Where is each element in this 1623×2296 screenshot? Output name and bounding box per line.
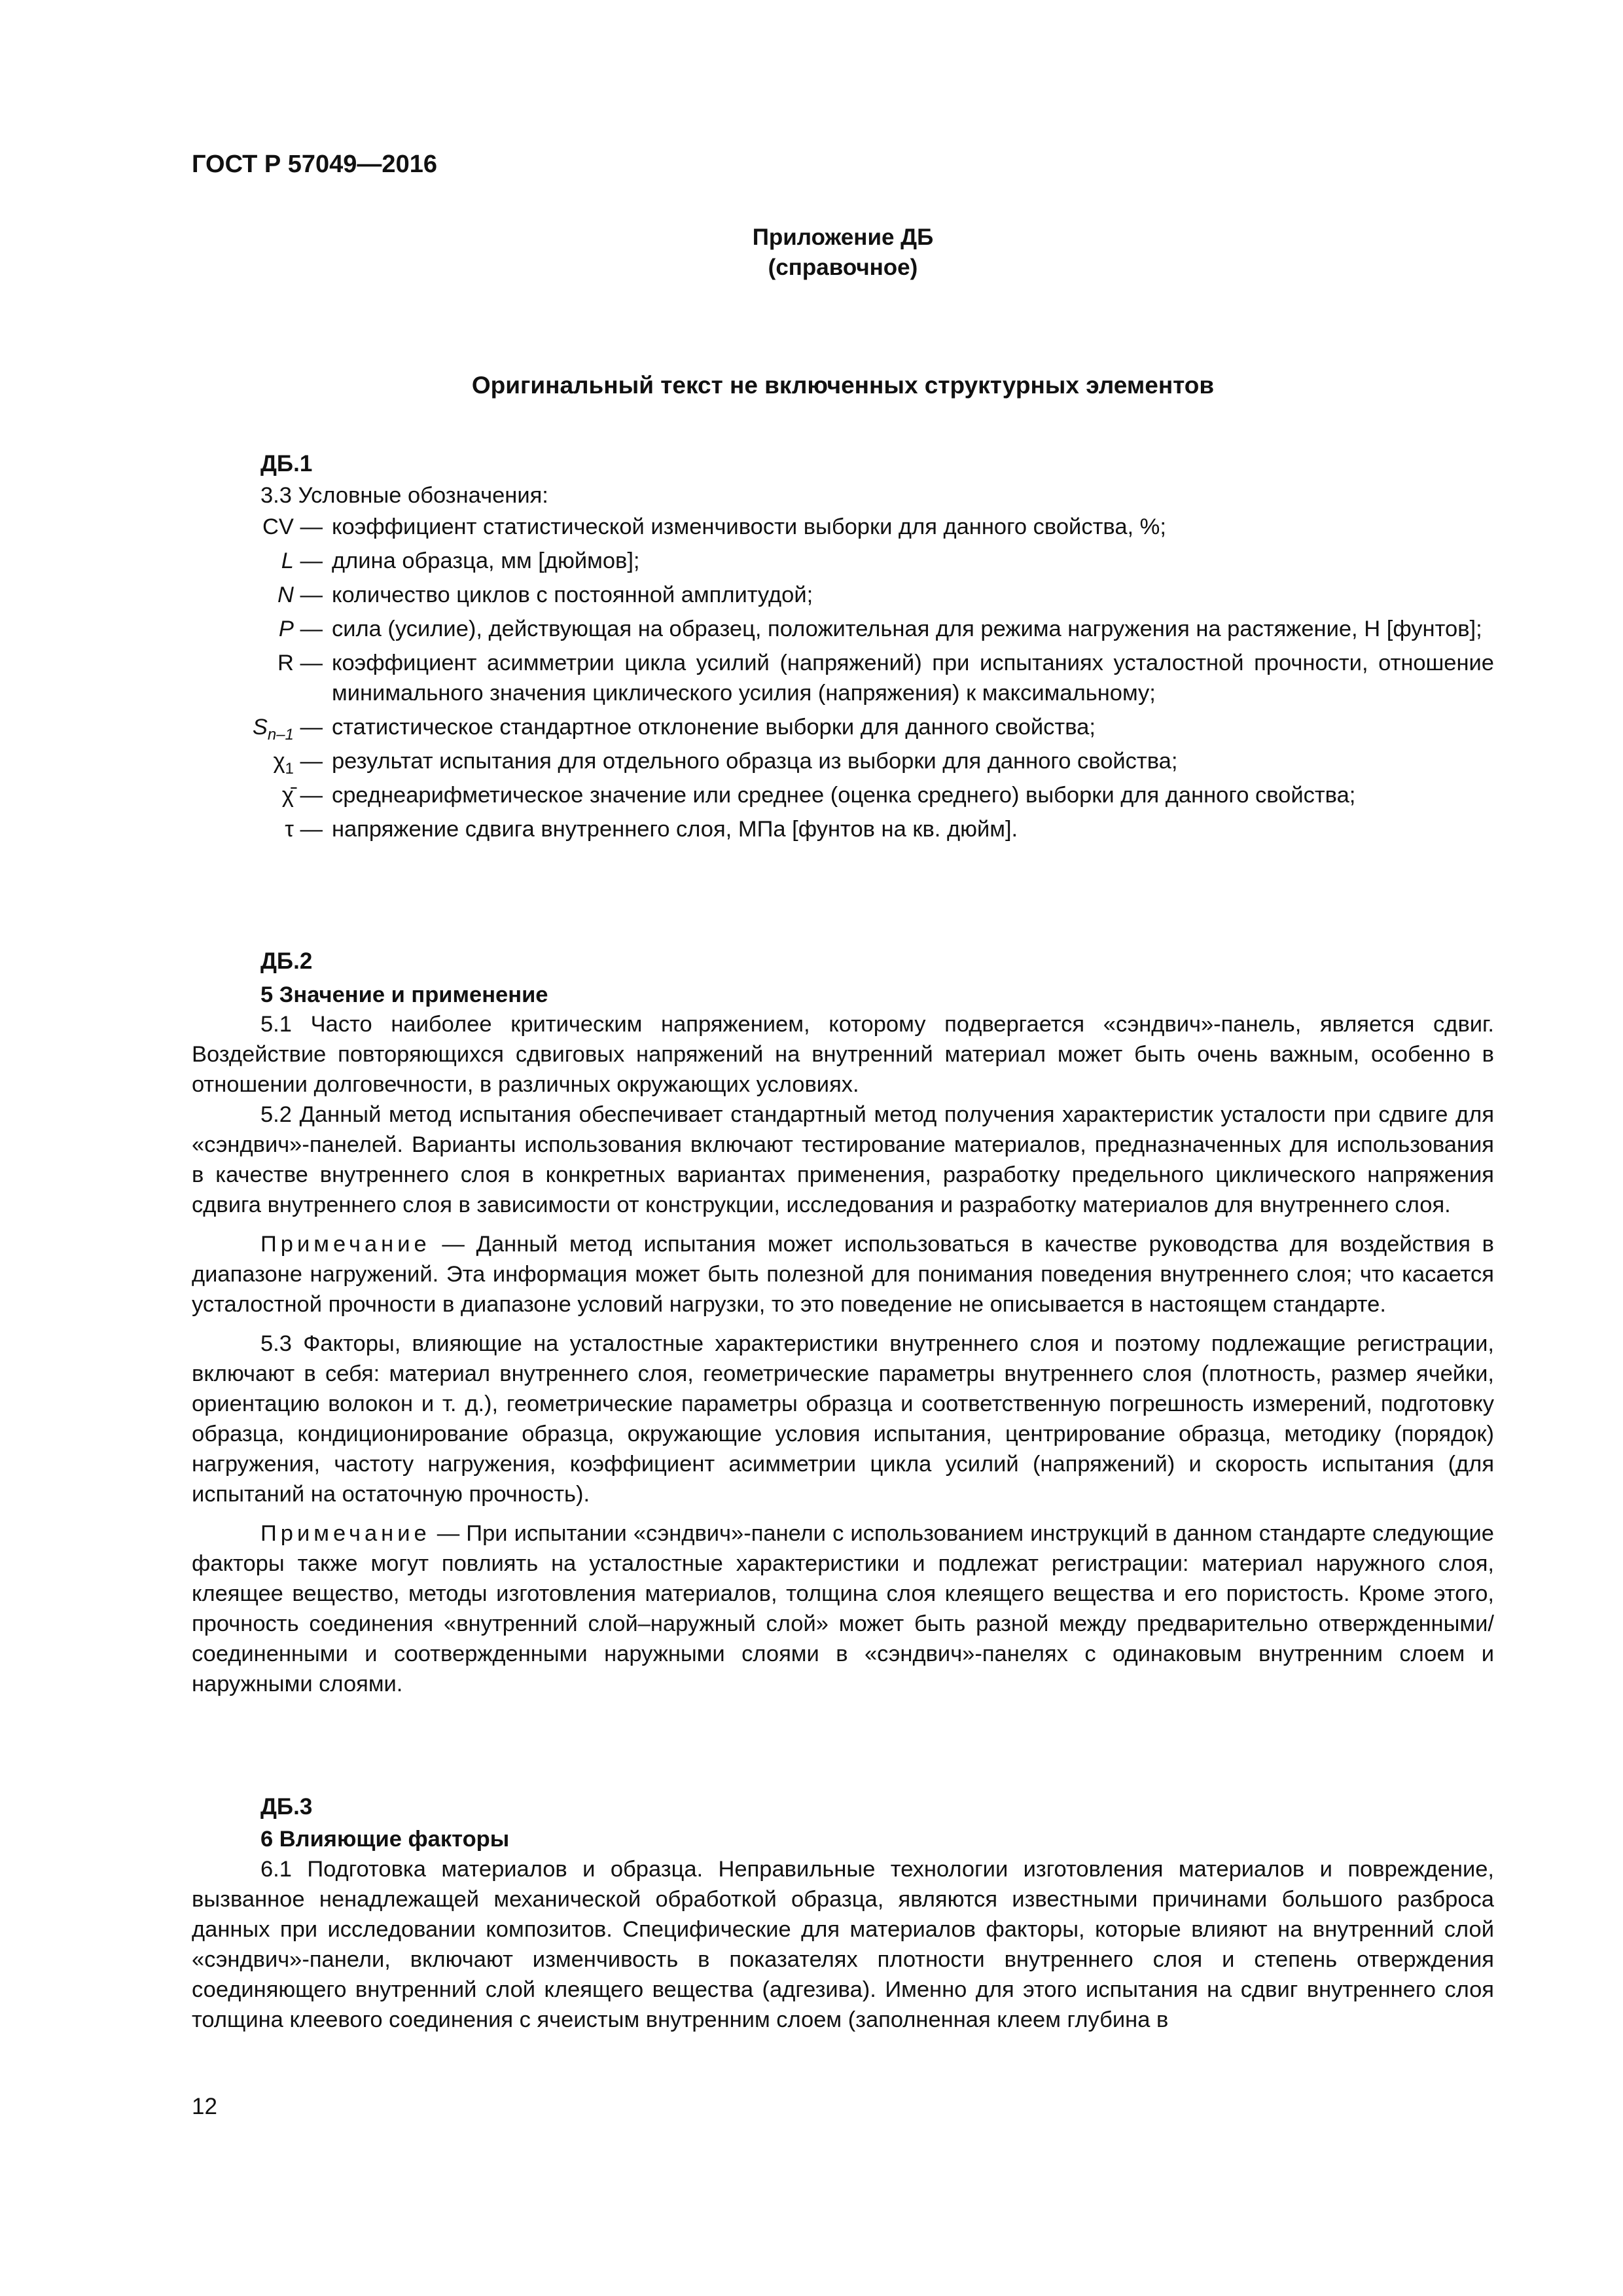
symbol-row xyxy=(192,712,1494,742)
symbol-key: L — xyxy=(281,548,323,573)
symbol-row xyxy=(192,614,1494,644)
symbol-row xyxy=(192,746,1494,776)
appendix-title: Приложение ДБ xyxy=(752,224,934,250)
section-db3-body xyxy=(192,1854,1494,2035)
section-db2-body xyxy=(192,1009,1494,1699)
symbol-row xyxy=(192,648,1494,708)
symbol-key: CV — xyxy=(262,514,323,539)
symbol-key: R — xyxy=(277,651,323,675)
symbol-row xyxy=(192,512,1494,542)
symbols-subtitle: 3.3 Условные обозначения: xyxy=(260,483,548,508)
symbol-key: τ — xyxy=(285,817,323,842)
symbol-key: $\chi_1$ — xyxy=(273,749,323,778)
symbol-definition: статистическое стандартное отклонение выборки для данного свойства; xyxy=(332,715,1096,740)
note: Примечание — При испытании «сэндвич»-панели с использованием инструкций в данном стандарте следующие факторы также могут повлиять на усталостные характеристики и подлежат регистрации: материал наружного слоя, клеящее вещество, методы изготовления материалов, толщина слоя клеящего вещества и его пористость. Кроме этого, прочность соединения «внутренний слой–наружный слой» может быть разной между предварительно отвержденными/соединенными и соотвержденными наружными слоями в «сэндвич»-панелях с одинаковым внутренним слоем и наружными слоями. xyxy=(192,1521,1494,1696)
symbol-key: χ̄ — xyxy=(281,783,323,808)
symbol-definition: сила (усилие), действующая на образец, положительная для режима нагружения на растяжение, Н [фунтов]; xyxy=(332,617,1482,641)
page-number: 12 xyxy=(192,2094,217,2119)
appendix-heading xyxy=(192,223,1494,283)
symbol-definition: результат испытания для отдельного образца из выборки для данного свойства; xyxy=(332,749,1178,774)
paragraph: 5.3 Факторы, влияющие на усталостные характеристики внутреннего слоя и поэтому подлежащие регистрации, включают в себя: материал внутреннего слоя, геометрические параметры внутреннего слоя (плотность, размер ячейки, ориентацию волокон и т. д.), геометрические параметры образца и соответственную погрешность измерений, подготовку образца, кондиционирование образца, окружающие условия испытания, центрирование образца, методику (порядок) нагружения, частоту нагружения, коэффициент асимметрии цикла усилий (напряжений) и скорость испытания (для испытаний на остаточную прочность). xyxy=(192,1331,1494,1507)
symbol-definition: коэффициент статистической изменчивости выборки для данного свойства, %; xyxy=(332,514,1166,539)
section-heading: 6 Влияющие факторы xyxy=(260,1827,510,1852)
symbol-row xyxy=(192,780,1494,810)
paragraph: 6.1 Подготовка материалов и образца. Неправильные технологии изготовления материалов и повреждение, вызванное ненадлежащей механической обработкой образца, являются известными причинами большого разброса данных при исследовании композитов. Специфические для материалов факторы, которые влияют на внутренний слой «сэндвич»-панели, включают изменчивость в показателях плотности внутреннего слоя и степень отверждения соединяющего внутренний слой клеящего вещества (адгезива). Именно для этого испытания на сдвиг внутреннего слоя толщина клеевого соединения с ячеистым внутренним слоем (заполненная клеем глубина в xyxy=(192,1857,1494,2032)
symbol-definition: длина образца, мм [дюймов]; xyxy=(332,548,640,573)
symbol-definition: количество циклов с постоянной амплитудой; xyxy=(332,583,813,607)
section-id-db3: ДБ.3 xyxy=(260,1794,313,1820)
section-id-db1: ДБ.1 xyxy=(260,451,313,476)
appendix-status: (справочное) xyxy=(768,255,918,280)
symbol-definition: среднеарифметическое значение или среднее (оценка среднего) выборки для данного свойства; xyxy=(332,783,1356,808)
paragraph: 5.1 Часто наиболее критическим напряжением, которому подвергается «сэндвич»-панель, является сдвиг. Воздействие повторяющихся сдвиговых напряжений на внутренний материал может быть очень важным, особенно в отношении долговечности, в различных окружающих условиях. xyxy=(192,1012,1494,1097)
paragraph: 5.2 Данный метод испытания обеспечивает стандартный метод получения характеристик усталости при сдвиге для «сэндвич»-панелей. Варианты использования включают тестирование материалов, предназначенных для использования в качестве внутреннего слоя в конкретных вариантах применения, разработку предельного циклического напряжения сдвига внутреннего слоя в зависимости от конструкции, исследования и разработку материалов для внутреннего слоя. xyxy=(192,1102,1494,1217)
symbols-list xyxy=(192,512,1494,848)
symbol-definition: коэффициент асимметрии цикла усилий (напряжений) при испытаниях усталостной прочности, отношение минимального значения циклического усилия (напряжения) к максимальному; xyxy=(332,651,1494,706)
symbol-row xyxy=(192,546,1494,576)
symbol-row xyxy=(192,580,1494,610)
symbol-key: P — xyxy=(278,617,323,641)
main-title: Оригинальный текст не включенных структурных элементов xyxy=(471,372,1215,399)
symbol-definition: напряжение сдвига внутреннего слоя, МПа [фунтов на кв. дюйм]. xyxy=(332,817,1018,842)
note: Примечание — Данный метод испытания может использоваться в качестве руководства для воздействия в диапазоне нагружений. Эта информация может быть полезной для понимания поведения внутреннего слоя; что касается усталостной прочности в диапазоне условий нагрузки, то это поведение не описывается в настоящем стандарте. xyxy=(192,1232,1494,1317)
section-id-db2: ДБ.2 xyxy=(260,948,313,974)
document-header: ГОСТ Р 57049—2016 xyxy=(192,151,437,178)
symbol-key: $S_{n-1}$ — xyxy=(252,715,323,744)
symbol-row xyxy=(192,814,1494,844)
section-heading: 5 Значение и применение xyxy=(260,982,548,1007)
symbol-key: N — xyxy=(277,583,323,607)
